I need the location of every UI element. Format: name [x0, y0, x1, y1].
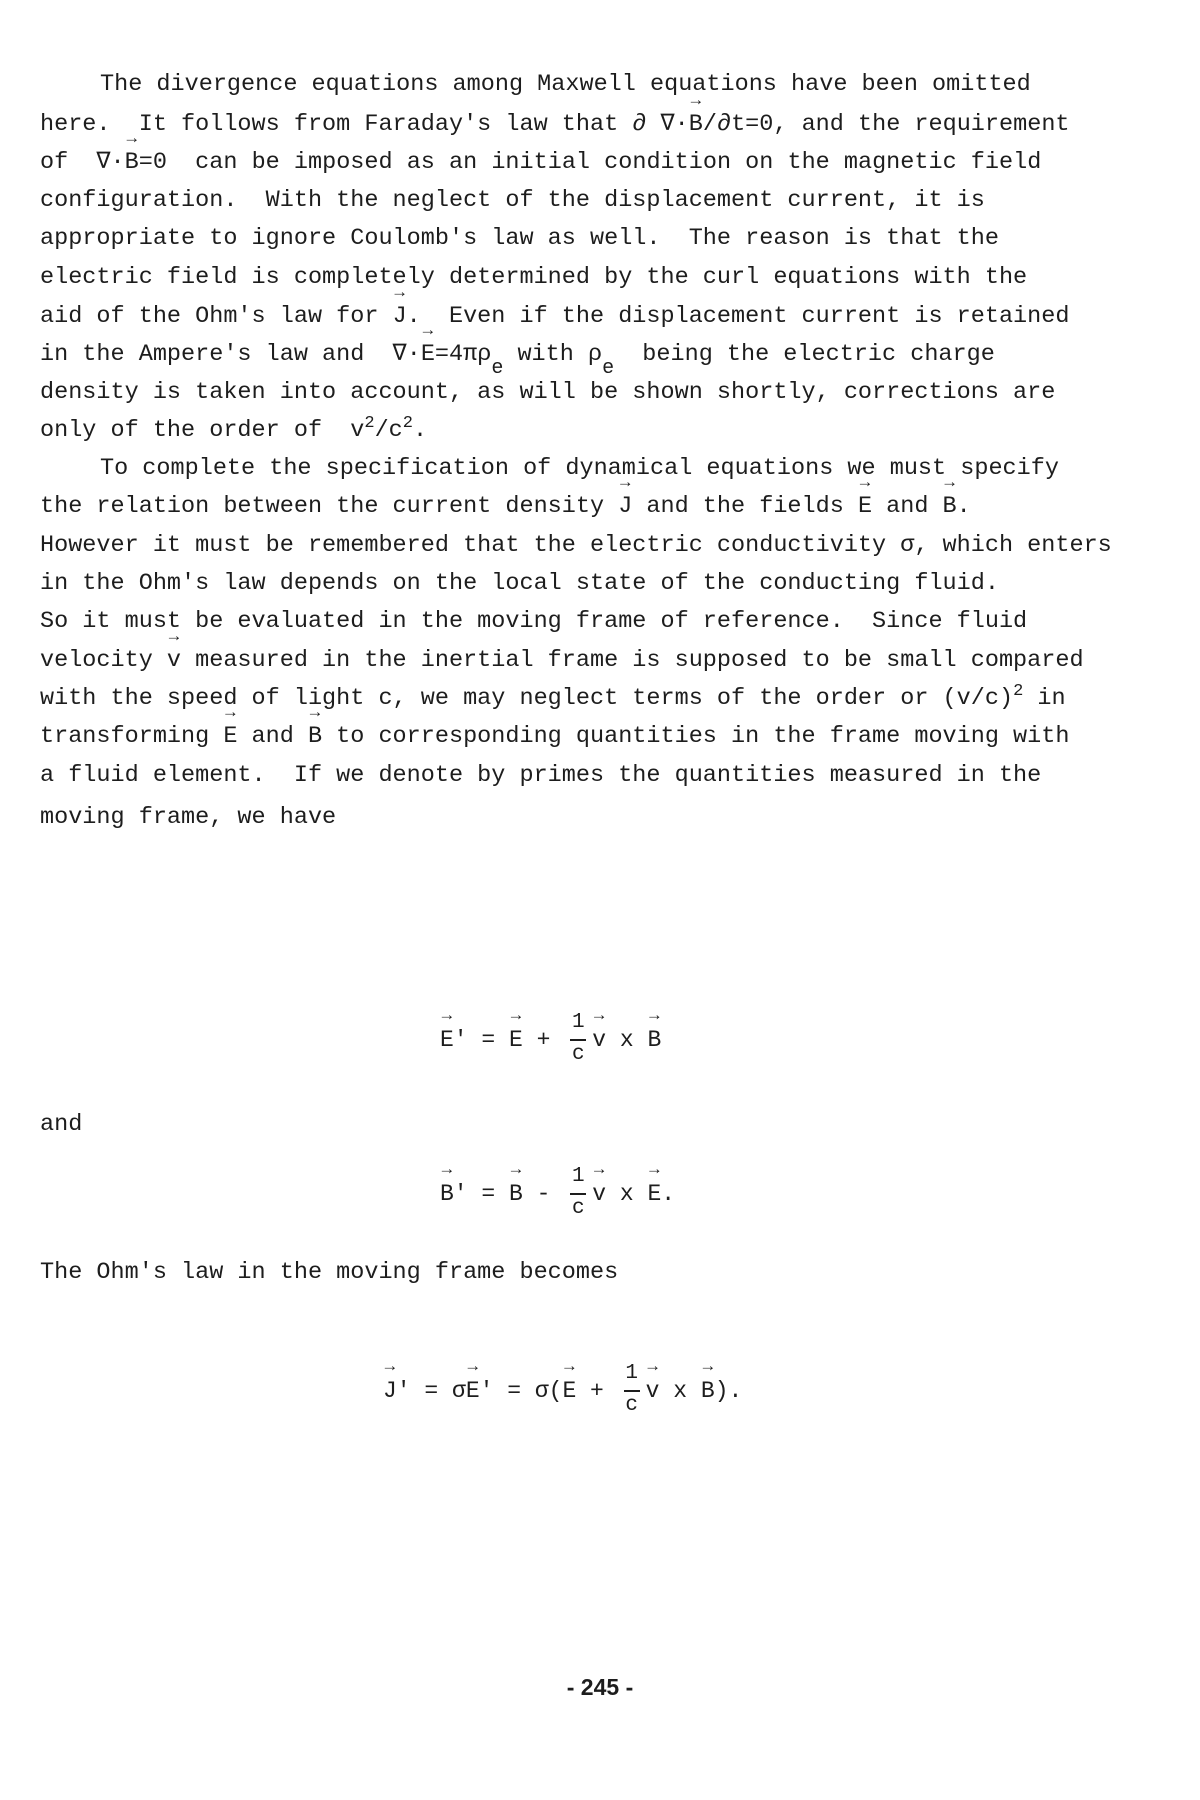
p2-line-7: with the speed of light c, we may neglect terms of the order or $(v/c)^2$ in	[40, 682, 1066, 712]
fraction-one-over-c: $\frac{1}{c}$	[571, 1011, 585, 1066]
p2-line-2: the relation between the current density → J and the fields → E and → B.	[40, 492, 971, 522]
p1-line-10: only of the order of $v^2/c^2$.	[40, 414, 428, 444]
p2-line-3: However it must be remembered that the electric conductivity σ, which enters	[40, 532, 1112, 559]
page-number: - 245 -	[566, 1674, 634, 1700]
p1-line-9: density is taken into account, as will be shown shortly, corrections are	[40, 379, 1056, 406]
p1-line-3: of ∇·→ B=0 can be imposed as an initial condition on the magnetic field	[40, 148, 1041, 178]
p2-line-9: a fluid element. If we denote by primes the quantities measured in the	[40, 762, 1042, 789]
p1-line-2: here. It follows from Faraday's law that ∂ ∇·→ B/∂t=0, and the requirement	[40, 110, 1070, 140]
p2-line-5: So it must be evaluated in the moving frame of reference. Since fluid	[40, 608, 1028, 635]
p2-line-6: velocity → v measured in the inertial frame is supposed to be small compared	[40, 646, 1084, 676]
equation-magnetic-field-transform: → B' = → B - $\frac{1}{c}$ → v x → E.	[440, 1164, 675, 1194]
equation-electric-field-transform: → E' = → E + $\frac{1}{c}$ → v x → B	[440, 1010, 661, 1040]
p1-line-7: aid of the Ohm's law for → J. Even if the displacement current is retained	[40, 302, 1069, 332]
p2-line-1: To complete the specification of dynamical equations we must specify	[100, 455, 1059, 482]
p1-line-6: electric field is completely determined by the curl equations with the	[40, 264, 1028, 291]
p1-line-5: appropriate to ignore Coulomb's law as well. The reason is that the	[40, 225, 999, 252]
p1-line-4: configuration. With the neglect of the displacement current, it is	[40, 187, 985, 214]
p2-line-4: in the Ohm's law depends on the local state of the conducting fluid.	[40, 570, 999, 597]
p2-line-8: transforming → E and → B to corresponding quantities in the frame moving with	[40, 722, 1069, 752]
p1-line-1: The divergence equations among Maxwell equations have been omitted	[100, 71, 1031, 98]
fraction-one-over-c: $\frac{1}{c}$	[625, 1362, 638, 1417]
equation-ohms-law-moving-frame: → J' = σ→ E' = σ(→ E + $\frac{1}{c}$ → v x → B).	[383, 1361, 742, 1391]
and-text: and	[40, 1111, 83, 1138]
p2-line-10: moving frame, we have	[40, 804, 337, 831]
fraction-one-over-c: $\frac{1}{c}$	[571, 1165, 585, 1220]
p1-line-8: in the Ampere's law and ∇·→ E=4πρe with ρe being the electric charge	[40, 340, 995, 370]
ohm-intro-text: The Ohm's law in the moving frame becomes	[40, 1259, 619, 1286]
